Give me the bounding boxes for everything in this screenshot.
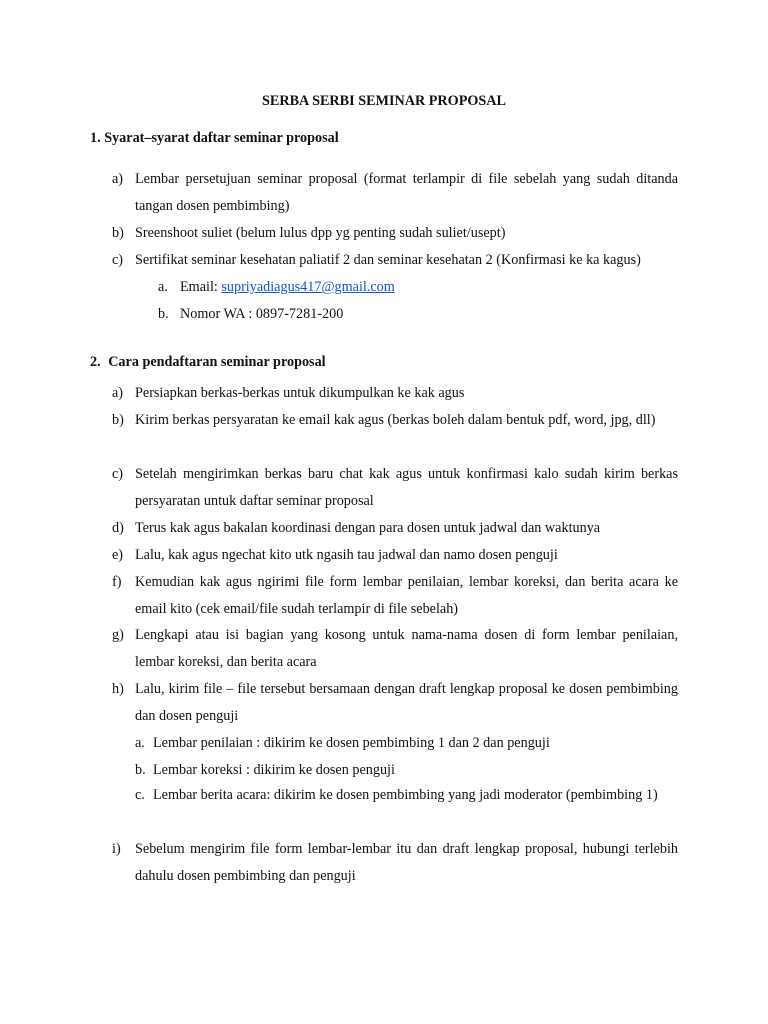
list-text: Lalu, kirim file – file tersebut bersamaan dengan draft lengkap proposal ke dosen pembimbing dan dosen penguji [135, 681, 678, 724]
list-text: Setelah mengirimkan berkas baru chat kak agus untuk konfirmasi kalo sudah kirim berkas persyaratan untuk daftar seminar proposal [135, 466, 678, 509]
list-marker: b) [112, 412, 124, 428]
document-title: SERBA SERBI SEMINAR PROPOSAL [262, 93, 506, 109]
list-text: Persiapkan berkas-berkas untuk dikumpulkan ke kak agus [135, 385, 465, 401]
list-text: Lalu, kak agus ngechat kito utk ngasih tau jadwal dan namo dosen penguji [135, 547, 558, 563]
list-text: Kemudian kak agus ngirimi file form lembar penilaian, lembar koreksi, dan berita acara ke email kito (cek email/file sudah terlampir di file sebelah) [135, 574, 678, 617]
list-marker: b. [158, 306, 169, 322]
list-text: Lengkapi atau isi bagian yang kosong untuk nama-nama dosen di form lembar penilaian, lembar koreksi, dan berita acara [135, 627, 678, 670]
section2-title: Cara pendaftaran seminar proposal [108, 354, 326, 370]
section2-heading [90, 354, 326, 371]
list-marker: a) [112, 385, 124, 401]
list-marker: b) [112, 225, 124, 241]
list-marker: d) [112, 520, 124, 536]
list-text: Terus kak agus bakalan koordinasi dengan para dosen untuk jadwal dan waktunya [135, 520, 601, 536]
section2-number: 2. [90, 354, 101, 370]
list-marker: i) [112, 841, 121, 857]
list-marker: h) [112, 681, 124, 697]
list-marker: g) [112, 627, 124, 643]
list-marker: e) [112, 547, 124, 563]
contact-label: Email: [180, 279, 222, 295]
list-text: Lembar berita acara: dikirim ke dosen pembimbing yang jadi moderator (pembimbing 1) [153, 787, 658, 803]
list-marker: a. [158, 279, 168, 295]
list-text: Sebelum mengirim file form lembar-lembar itu dan draft lengkap proposal, hubungi terlebih dahulu dosen pembimbing dan penguji [135, 841, 678, 884]
list-text: Sreenshoot suliet (belum lulus dpp yg penting sudah suliet/usept) [135, 225, 506, 241]
contact-value: 0897-7281-200 [255, 306, 344, 322]
list-marker: c) [112, 252, 124, 268]
list-text: Lembar koreksi : dikirim ke dosen penguji [153, 762, 395, 778]
list-text: Lembar penilaian : dikirim ke dosen pembimbing 1 dan 2 dan penguji [153, 735, 550, 751]
list-marker: c) [112, 466, 124, 482]
list-marker: c. [135, 787, 145, 803]
contact-label: Nomor WA : [180, 306, 256, 322]
list-text: Sertifikat seminar kesehatan paliatif 2 dan seminar kesehatan 2 (Konfirmasi ke ka kagus) [135, 252, 641, 268]
list-marker: f) [112, 574, 122, 590]
list-marker: a) [112, 171, 124, 187]
list-text: Kirim berkas persyaratan ke email kak agus (berkas boleh dalam bentuk pdf, word, jpg, dll) [135, 412, 656, 428]
section1-heading: 1. Syarat–syarat daftar seminar proposal [90, 130, 339, 146]
list-marker: b. [135, 762, 146, 778]
list-marker: a. [135, 735, 145, 751]
list-text: Lembar persetujuan seminar proposal (format terlampir di file sebelah yang sudah ditanda tangan dosen pembimbing) [135, 171, 678, 214]
email-link[interactable]: supriyadiagus417@gmail.com [221, 279, 395, 295]
